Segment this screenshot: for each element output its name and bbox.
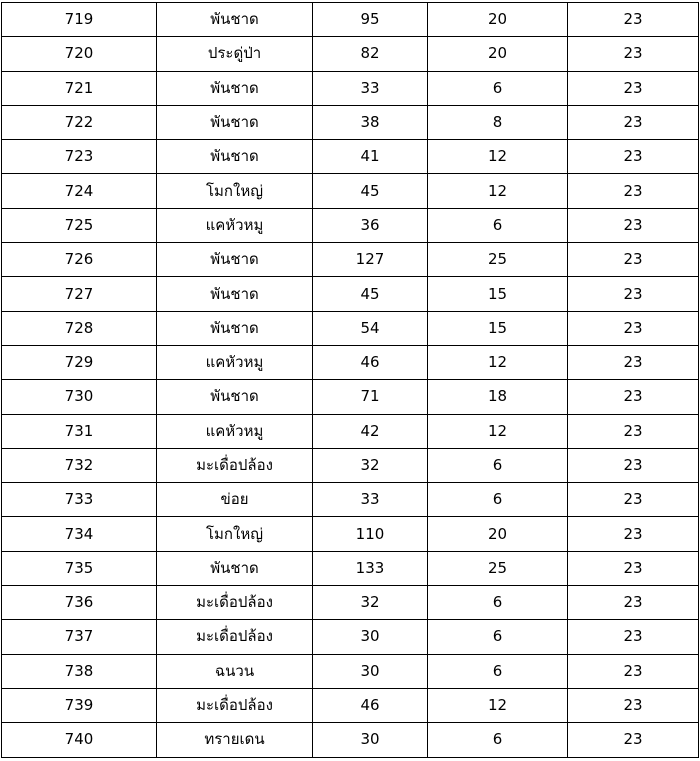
tree-number-cell: 738 — [2, 654, 157, 688]
plot-number-cell: 23 — [568, 71, 699, 105]
plot-number-cell: 23 — [568, 448, 699, 482]
circumference-cell: 46 — [313, 688, 428, 722]
species-name-cell: โมกใหญ่ — [157, 517, 313, 551]
height-cell: 8 — [428, 105, 568, 139]
circumference-cell: 110 — [313, 517, 428, 551]
height-cell: 6 — [428, 483, 568, 517]
table-row — [2, 140, 699, 174]
plot-number-cell: 23 — [568, 345, 699, 379]
tree-number-cell: 720 — [2, 37, 157, 71]
circumference-cell: 82 — [313, 37, 428, 71]
circumference-cell: 45 — [313, 277, 428, 311]
height-cell: 12 — [428, 688, 568, 722]
height-cell: 15 — [428, 311, 568, 345]
table-row — [2, 3, 699, 37]
circumference-cell: 33 — [313, 71, 428, 105]
tree-number-cell: 739 — [2, 688, 157, 722]
circumference-cell: 38 — [313, 105, 428, 139]
table-row — [2, 105, 699, 139]
table-row — [2, 586, 699, 620]
plot-number-cell: 23 — [568, 243, 699, 277]
tree-number-cell: 740 — [2, 723, 157, 757]
height-cell: 12 — [428, 345, 568, 379]
tree-number-cell: 726 — [2, 243, 157, 277]
species-name-cell: พันชาด — [157, 140, 313, 174]
species-name-cell: มะเดื่อปล้อง — [157, 586, 313, 620]
species-name-cell: พันชาด — [157, 277, 313, 311]
table-row — [2, 654, 699, 688]
plot-number-cell: 23 — [568, 3, 699, 37]
circumference-cell: 32 — [313, 586, 428, 620]
tree-number-cell: 728 — [2, 311, 157, 345]
circumference-cell: 133 — [313, 551, 428, 585]
height-cell: 6 — [428, 723, 568, 757]
species-name-cell: แคหัวหมู — [157, 345, 313, 379]
plot-number-cell: 23 — [568, 105, 699, 139]
circumference-cell: 30 — [313, 723, 428, 757]
tree-number-cell: 736 — [2, 586, 157, 620]
species-name-cell: พันชาด — [157, 71, 313, 105]
height-cell: 18 — [428, 380, 568, 414]
table-row — [2, 277, 699, 311]
circumference-cell: 95 — [313, 3, 428, 37]
table-body — [2, 3, 699, 758]
table-row — [2, 37, 699, 71]
species-name-cell: พันชาด — [157, 380, 313, 414]
plot-number-cell: 23 — [568, 620, 699, 654]
tree-number-cell: 737 — [2, 620, 157, 654]
plot-number-cell: 23 — [568, 654, 699, 688]
species-name-cell: มะเดื่อปล้อง — [157, 448, 313, 482]
tree-number-cell: 730 — [2, 380, 157, 414]
circumference-cell: 71 — [313, 380, 428, 414]
height-cell: 25 — [428, 243, 568, 277]
height-cell: 25 — [428, 551, 568, 585]
plot-number-cell: 23 — [568, 414, 699, 448]
plot-number-cell: 23 — [568, 551, 699, 585]
plot-number-cell: 23 — [568, 277, 699, 311]
circumference-cell: 42 — [313, 414, 428, 448]
tree-number-cell: 723 — [2, 140, 157, 174]
height-cell: 6 — [428, 71, 568, 105]
plot-number-cell: 23 — [568, 37, 699, 71]
species-name-cell: ฉนวน — [157, 654, 313, 688]
tree-number-cell: 732 — [2, 448, 157, 482]
tree-number-cell: 722 — [2, 105, 157, 139]
species-name-cell: แคหัวหมู — [157, 414, 313, 448]
species-name-cell: ข่อย — [157, 483, 313, 517]
table-row — [2, 483, 699, 517]
circumference-cell: 32 — [313, 448, 428, 482]
plot-number-cell: 23 — [568, 723, 699, 757]
plot-number-cell: 23 — [568, 140, 699, 174]
tree-number-cell: 719 — [2, 3, 157, 37]
tree-number-cell: 724 — [2, 174, 157, 208]
species-name-cell: ประดู่ป่า — [157, 37, 313, 71]
plot-number-cell: 23 — [568, 483, 699, 517]
species-name-cell: มะเดื่อปล้อง — [157, 620, 313, 654]
table-row — [2, 414, 699, 448]
table-row — [2, 71, 699, 105]
height-cell: 12 — [428, 140, 568, 174]
height-cell: 15 — [428, 277, 568, 311]
plot-number-cell: 23 — [568, 208, 699, 242]
species-name-cell: พันชาด — [157, 311, 313, 345]
circumference-cell: 54 — [313, 311, 428, 345]
table-row — [2, 345, 699, 379]
height-cell: 12 — [428, 414, 568, 448]
height-cell: 12 — [428, 174, 568, 208]
height-cell: 6 — [428, 586, 568, 620]
table-row — [2, 208, 699, 242]
table-row — [2, 311, 699, 345]
tree-number-cell: 733 — [2, 483, 157, 517]
height-cell: 6 — [428, 620, 568, 654]
table-row — [2, 620, 699, 654]
species-name-cell: แคหัวหมู — [157, 208, 313, 242]
table-row — [2, 380, 699, 414]
circumference-cell: 127 — [313, 243, 428, 277]
circumference-cell: 36 — [313, 208, 428, 242]
tree-number-cell: 734 — [2, 517, 157, 551]
table-row — [2, 688, 699, 722]
species-name-cell: พันชาด — [157, 3, 313, 37]
tree-number-cell: 731 — [2, 414, 157, 448]
tree-data-table — [1, 2, 699, 758]
table-row — [2, 723, 699, 757]
circumference-cell: 30 — [313, 620, 428, 654]
circumference-cell: 30 — [313, 654, 428, 688]
species-name-cell: โมกใหญ่ — [157, 174, 313, 208]
circumference-cell: 46 — [313, 345, 428, 379]
plot-number-cell: 23 — [568, 586, 699, 620]
species-name-cell: ทรายเดน — [157, 723, 313, 757]
species-name-cell: พันชาด — [157, 551, 313, 585]
plot-number-cell: 23 — [568, 311, 699, 345]
height-cell: 20 — [428, 517, 568, 551]
plot-number-cell: 23 — [568, 517, 699, 551]
table-row — [2, 174, 699, 208]
table-row — [2, 448, 699, 482]
species-name-cell: พันชาด — [157, 105, 313, 139]
tree-number-cell: 727 — [2, 277, 157, 311]
tree-number-cell: 735 — [2, 551, 157, 585]
height-cell: 6 — [428, 654, 568, 688]
plot-number-cell: 23 — [568, 380, 699, 414]
plot-number-cell: 23 — [568, 174, 699, 208]
table-row — [2, 551, 699, 585]
tree-number-cell: 725 — [2, 208, 157, 242]
height-cell: 20 — [428, 3, 568, 37]
tree-number-cell: 729 — [2, 345, 157, 379]
table-row — [2, 243, 699, 277]
circumference-cell: 41 — [313, 140, 428, 174]
height-cell: 20 — [428, 37, 568, 71]
table-row — [2, 517, 699, 551]
height-cell: 6 — [428, 208, 568, 242]
circumference-cell: 33 — [313, 483, 428, 517]
species-name-cell: พันชาด — [157, 243, 313, 277]
species-name-cell: มะเดื่อปล้อง — [157, 688, 313, 722]
plot-number-cell: 23 — [568, 688, 699, 722]
tree-number-cell: 721 — [2, 71, 157, 105]
height-cell: 6 — [428, 448, 568, 482]
circumference-cell: 45 — [313, 174, 428, 208]
